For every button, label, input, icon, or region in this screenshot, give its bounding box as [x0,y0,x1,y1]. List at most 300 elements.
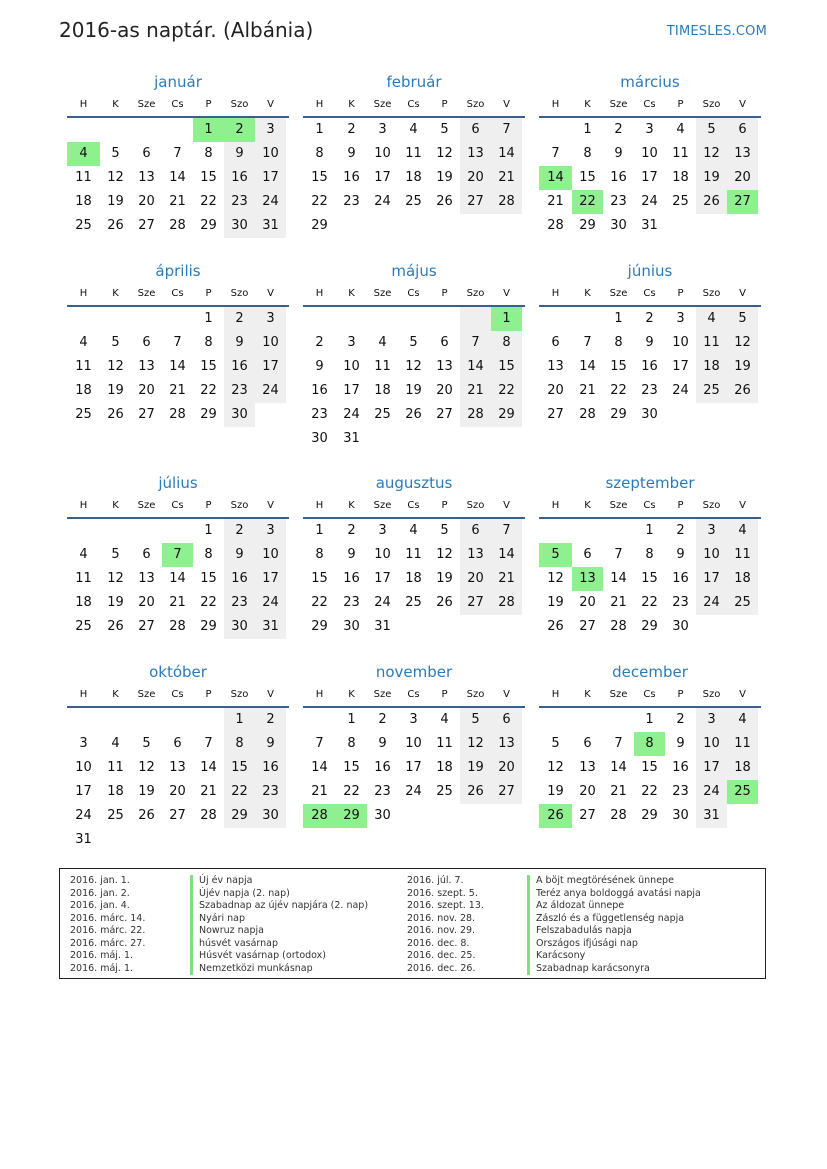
empty-cell [303,307,336,331]
weekday-label: Szo [466,99,485,110]
day-cell: 30 [610,218,627,233]
day-cell: 24 [696,780,727,804]
day-cell: 16 [374,760,391,775]
day-cell: 25 [405,595,422,610]
day-cell: 16 [224,567,255,591]
day-cell: 26 [436,194,453,209]
day-cell: 24 [641,194,658,209]
legend-row [407,875,701,888]
day-cell: 16 [610,170,627,185]
day-cell: 23 [672,784,689,799]
week-row [539,615,761,639]
day-cell: 14 [579,359,596,374]
weekday-label: Szo [230,288,249,299]
day-cell: 14 [491,543,522,567]
week-row [67,355,289,379]
day-cell: 14 [169,170,186,185]
legend-date: 2016. jan. 2. [70,887,130,899]
day-cell: 22 [610,383,627,398]
month-calendar [67,472,289,639]
month-calendar [67,661,289,852]
empty-cell [603,708,634,732]
weekday-label: V [503,500,510,511]
empty-cell [131,708,162,732]
day-cell: 21 [200,784,217,799]
day-cell: 8 [634,732,665,756]
day-cell: 9 [614,146,623,161]
day-cell: 6 [491,708,522,732]
week-row [303,756,525,780]
day-cell: 13 [727,142,758,166]
day-cell: 14 [610,760,627,775]
legend-date: 2016. jan. 4. [70,900,130,911]
day-cell: 16 [343,571,360,586]
day-cell: 15 [610,359,627,374]
week-row [539,331,761,355]
day-cell: 6 [551,335,560,350]
weekday-label: P [205,500,212,511]
day-cell: 9 [347,547,356,562]
day-cell: 6 [142,547,151,562]
day-cell: 4 [111,736,120,751]
weekday-label: H [315,288,324,299]
legend-row [407,938,701,951]
week-row [539,591,761,615]
empty-cell [131,519,162,543]
day-cell: 20 [460,166,491,190]
week-row [67,379,289,403]
day-cell: 21 [311,784,328,799]
day-cell: 26 [460,780,491,804]
day-cell: 11 [405,146,422,161]
weekday-label: Szo [466,689,485,700]
empty-cell [727,804,758,828]
day-cell: 24 [343,407,360,422]
week-row [67,142,289,166]
day-cell: 8 [347,736,356,751]
month-name: szeptember [605,474,695,492]
day-cell: 22 [641,784,658,799]
day-cell: 10 [255,142,286,166]
day-cell: 3 [255,519,286,543]
day-cell: 23 [224,591,255,615]
day-cell: 23 [224,190,255,214]
day-cell: 10 [374,146,391,161]
weekday-label: Szo [230,689,249,700]
weekday-label: P [205,99,212,110]
weekday-label: P [441,288,448,299]
weekday-label: Sze [373,99,392,110]
legend-date: 2016. nov. 28. [407,912,476,924]
empty-cell [429,427,460,451]
weekday-label: K [584,500,591,511]
day-cell: 11 [727,732,758,756]
day-cell: 7 [614,547,623,562]
day-cell: 18 [696,355,727,379]
day-cell: 3 [696,519,727,543]
day-cell: 21 [610,784,627,799]
empty-cell [429,307,460,331]
legend-row [70,913,368,926]
day-cell: 7 [551,146,560,161]
day-cell: 9 [224,142,255,166]
day-cell: 30 [224,403,255,427]
week-row [67,166,289,190]
week-row [539,142,761,166]
day-cell: 15 [343,760,360,775]
day-cell: 21 [169,383,186,398]
legend-column-left [70,875,368,975]
day-cell: 10 [343,359,360,374]
weekday-label: V [267,500,274,511]
day-cell: 29 [311,218,328,233]
day-cell: 5 [727,307,758,331]
weekday-label: P [677,99,684,110]
week-row [67,780,289,804]
weekday-label: H [551,689,560,700]
empty-cell [727,403,758,427]
day-cell: 8 [204,146,213,161]
day-cell: 5 [409,335,418,350]
week-row [67,118,289,142]
day-cell: 28 [460,403,491,427]
empty-cell [398,427,429,451]
empty-cell [367,307,398,331]
empty-cell [539,519,572,543]
day-cell: 10 [641,146,658,161]
weekday-label: P [677,288,684,299]
day-cell: 8 [491,331,522,355]
day-cell: 27 [169,808,186,823]
month-calendar [303,472,525,639]
weekday-header [303,683,525,708]
day-cell: 3 [645,122,654,137]
weekday-label: K [584,99,591,110]
weekday-label: Szo [702,689,721,700]
day-cell: 28 [610,808,627,823]
day-cell: 10 [75,760,92,775]
day-cell: 22 [200,595,217,610]
week-row [67,756,289,780]
day-cell: 17 [255,567,286,591]
day-cell: 28 [303,804,336,828]
weekday-label: H [315,689,324,700]
day-cell: 30 [224,214,255,238]
day-cell: 4 [79,547,88,562]
day-cell: 16 [343,170,360,185]
day-cell: 6 [583,547,592,562]
weekday-label: H [551,288,560,299]
weekday-label: P [441,99,448,110]
empty-cell [100,708,131,732]
day-cell: 19 [107,383,124,398]
day-cell: 3 [409,712,418,727]
week-row [539,118,761,142]
day-cell: 19 [460,756,491,780]
legend-holiday-name: Felszabadulás napja [527,925,632,938]
weekday-label: Cs [643,500,656,511]
day-cell: 7 [315,736,324,751]
month-calendar [539,71,761,238]
empty-cell [696,403,727,427]
day-cell: 7 [491,519,522,543]
empty-cell [398,615,429,639]
day-cell: 14 [610,571,627,586]
legend-holiday-name: A böjt megtörésének ünnepe [527,875,674,888]
day-cell: 15 [579,170,596,185]
day-cell: 1 [315,122,324,137]
day-cell: 29 [200,619,217,634]
day-cell: 18 [436,760,453,775]
day-cell: 12 [107,359,124,374]
day-cell: 17 [641,170,658,185]
day-cell: 4 [67,142,100,166]
legend-row [407,963,701,976]
legend-row [70,925,368,938]
day-cell: 17 [696,567,727,591]
weekday-label: Cs [407,99,420,110]
week-row [67,307,289,331]
legend-date: 2016. dec. 25. [407,950,476,961]
day-cell: 19 [436,571,453,586]
day-cell: 19 [727,355,758,379]
month-name: július [158,474,198,492]
day-cell: 27 [727,190,758,214]
week-row [303,166,525,190]
empty-cell [367,427,398,451]
day-cell: 25 [696,379,727,403]
day-cell: 7 [173,146,182,161]
week-row [539,403,761,427]
day-cell: 8 [224,732,255,756]
day-cell: 16 [641,359,658,374]
page-title: 2016-as naptár. (Albánia) [59,18,314,42]
day-cell: 10 [374,547,391,562]
day-cell: 2 [347,122,356,137]
day-cell: 4 [696,307,727,331]
weekday-label: P [677,500,684,511]
day-cell: 26 [405,407,422,422]
day-cell: 10 [255,331,286,355]
day-cell: 20 [579,784,596,799]
week-row [67,214,289,238]
day-cell: 12 [696,142,727,166]
week-row [67,331,289,355]
day-cell: 26 [696,190,727,214]
weekday-label: Sze [609,288,628,299]
empty-cell [460,615,491,639]
week-row [539,804,761,828]
month-name: április [155,262,201,280]
week-row [303,379,525,403]
weekday-label: P [205,689,212,700]
weekday-label: Sze [373,500,392,511]
day-cell: 6 [440,335,449,350]
day-cell: 26 [436,595,453,610]
day-cell: 3 [255,118,286,142]
empty-cell [67,118,100,142]
day-cell: 9 [315,359,324,374]
day-cell: 7 [204,736,213,751]
day-cell: 20 [727,166,758,190]
day-cell: 9 [255,732,286,756]
day-cell: 15 [200,170,217,185]
weekday-label: H [79,689,88,700]
weekday-label: Cs [643,99,656,110]
day-cell: 21 [610,595,627,610]
day-cell: 27 [491,780,522,804]
day-cell: 21 [460,379,491,403]
weekday-label: Sze [137,99,156,110]
week-row [303,307,525,331]
day-cell: 19 [107,194,124,209]
day-cell: 20 [579,595,596,610]
week-row [303,780,525,804]
day-cell: 18 [727,567,758,591]
day-cell: 14 [169,571,186,586]
day-cell: 7 [173,335,182,350]
day-cell: 28 [579,407,596,422]
empty-cell [336,307,367,331]
weekday-label: V [503,288,510,299]
legend-row [70,888,368,901]
week-row [67,543,289,567]
day-cell: 5 [551,736,560,751]
empty-cell [398,214,429,238]
legend-holiday-name: Új év napja [190,875,252,888]
day-cell: 21 [169,595,186,610]
legend-row [407,900,701,913]
day-cell: 19 [696,166,727,190]
day-cell: 14 [169,359,186,374]
day-cell: 1 [315,523,324,538]
day-cell: 17 [374,571,391,586]
day-cell: 1 [347,712,356,727]
day-cell: 23 [641,383,658,398]
day-cell: 18 [727,756,758,780]
day-cell: 30 [672,808,689,823]
legend-date: 2016. szept. 5. [407,887,478,899]
month-name: december [612,663,688,681]
day-cell: 9 [378,736,387,751]
day-cell: 29 [610,407,627,422]
legend-holiday-name: Az áldozat ünnepe [527,900,624,913]
empty-cell [67,307,100,331]
day-cell: 16 [311,383,328,398]
month-calendar [539,260,761,427]
week-row [539,708,761,732]
day-cell: 29 [641,619,658,634]
day-cell: 25 [75,218,92,233]
day-cell: 16 [224,166,255,190]
day-cell: 23 [255,780,286,804]
day-cell: 6 [142,146,151,161]
empty-cell [429,214,460,238]
month-name: január [154,73,202,91]
month-name: november [375,663,453,681]
day-cell: 29 [311,619,328,634]
day-cell: 31 [255,615,286,639]
day-cell: 13 [138,359,155,374]
day-cell: 27 [579,808,596,823]
weekday-label: V [267,99,274,110]
day-cell: 8 [204,547,213,562]
day-cell: 10 [672,335,689,350]
day-cell: 28 [491,190,522,214]
weekday-label: V [267,689,274,700]
day-cell: 17 [374,170,391,185]
day-cell: 24 [374,194,391,209]
week-row [303,118,525,142]
day-cell: 8 [315,547,324,562]
legend-row [70,963,368,976]
day-cell: 12 [547,760,564,775]
day-cell: 13 [579,760,596,775]
week-row [539,780,761,804]
day-cell: 1 [583,122,592,137]
day-cell: 7 [162,543,193,567]
weekday-label: H [551,99,560,110]
brand-link[interactable]: TIMESLES.COM [666,24,767,39]
week-row [67,591,289,615]
day-cell: 22 [200,194,217,209]
week-row [303,331,525,355]
day-cell: 24 [696,591,727,615]
weekday-label: K [112,288,119,299]
day-cell: 13 [436,359,453,374]
empty-cell [603,519,634,543]
day-cell: 9 [347,146,356,161]
empty-cell [539,307,572,331]
day-cell: 14 [539,166,572,190]
day-cell: 25 [107,808,124,823]
day-cell: 28 [169,619,186,634]
day-cell: 11 [436,736,453,751]
day-cell: 3 [378,523,387,538]
day-cell: 1 [193,118,224,142]
day-cell: 20 [491,756,522,780]
day-cell: 20 [138,383,155,398]
day-cell: 31 [641,218,658,233]
legend-date: 2016. márc. 14. [70,912,146,924]
day-cell: 12 [405,359,422,374]
day-cell: 26 [138,808,155,823]
day-cell: 13 [460,142,491,166]
day-cell: 15 [311,571,328,586]
day-cell: 27 [460,591,491,615]
day-cell: 4 [79,335,88,350]
legend-column-right [407,875,701,975]
day-cell: 29 [224,804,255,828]
day-cell: 7 [614,736,623,751]
day-cell: 29 [336,804,367,828]
day-cell: 27 [460,190,491,214]
empty-cell [539,708,572,732]
legend-holiday-name: Szabadnap az újév napjára (2. nap) [190,900,368,913]
empty-cell [491,427,522,451]
day-cell: 26 [539,804,572,828]
weekday-label: P [677,689,684,700]
day-cell: 2 [255,708,286,732]
day-cell: 10 [405,736,422,751]
weekday-label: Sze [609,500,628,511]
week-row [303,732,525,756]
day-cell: 22 [224,780,255,804]
day-cell: 18 [75,595,92,610]
day-cell: 20 [460,567,491,591]
day-cell: 23 [374,784,391,799]
day-cell: 24 [75,808,92,823]
